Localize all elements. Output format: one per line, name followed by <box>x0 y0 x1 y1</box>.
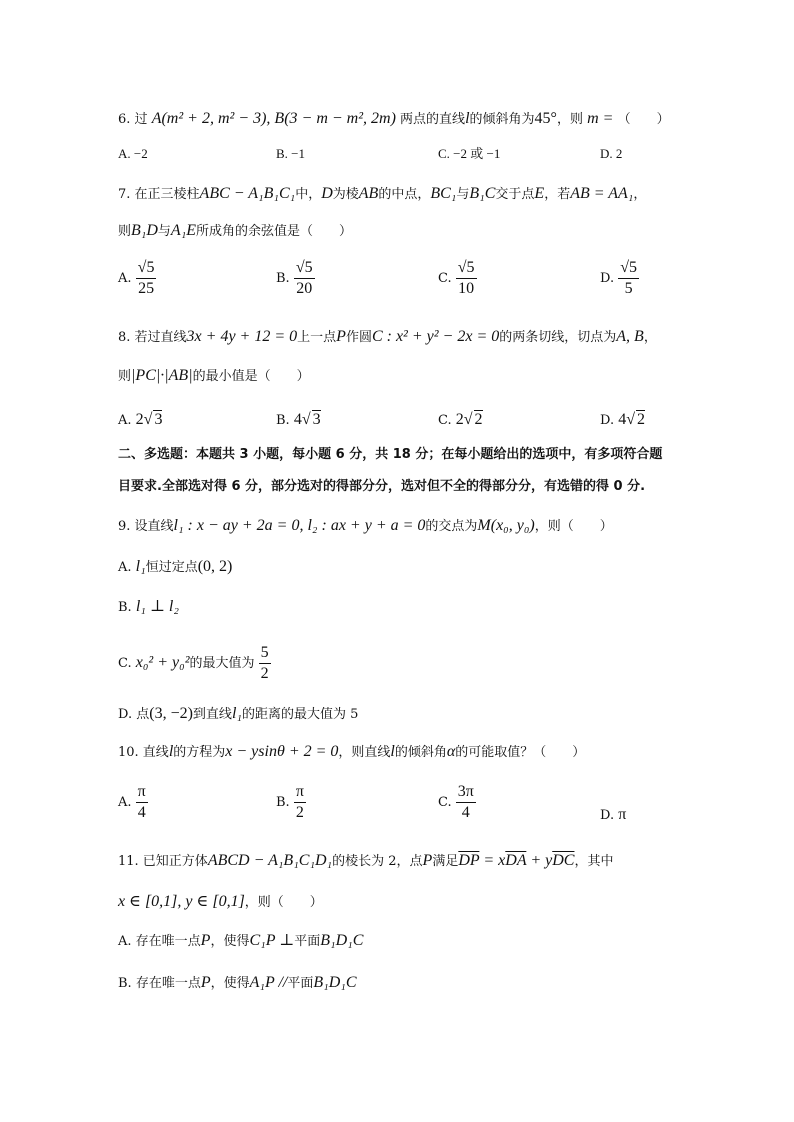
q7-stem-line1: 7. 在正三棱柱ABC − A₁B₁C₁中，D为棱AB的中点，BC₁与B₁C交于点E，若AB = AA₁， <box>118 185 647 202</box>
q8-option-a: A. 2√ 3 <box>118 411 163 428</box>
q9-option-b: B. l₁ ⊥ l₂ <box>118 598 179 615</box>
q7-option-b: B. $\frac{√5}{20}$ <box>276 259 313 297</box>
q7-stem-line2: 则B₁D与A₁E所成角的余弦值是（ ） <box>118 222 353 239</box>
q6-option-d: D. 2 <box>600 146 623 161</box>
q7-option-d: D. $\frac{√5}{5}$ <box>600 259 638 297</box>
q10-option-b: B. $\frac{\pi}{2}$ <box>276 783 304 821</box>
q9-option-d: D. 点(3, −2)到直线l₁的距离的最大值为 5 <box>118 705 359 722</box>
q11-stem-line2: x ∈ [0,1], y ∈ [0,1]，则（ ） <box>118 893 323 910</box>
section2-heading-line2: 目要求.全部选对得 6 分，部分选对的得部分分，选对但不全的得部分分，有选错的得 0 分. <box>118 479 646 494</box>
vector-dc: $\overline{DC}$ <box>552 852 575 869</box>
q7-option-a: A. $\frac{√5}{25}$ <box>118 259 155 297</box>
q7-option-c: C. $\frac{√5}{10}$ <box>438 259 475 297</box>
vector-dp: $\overline{DP}$ <box>458 852 480 869</box>
q10-stem: 10. 直线l的方程为x − ysinθ + 2 = 0，则直线l的倾斜角α的可能取值？（ ） <box>118 743 586 760</box>
vector-da: $\overline{DA}$ <box>505 852 527 869</box>
q8-option-d: D. 4√ 2 <box>600 411 646 428</box>
q9-option-c: C. x₀² + y₀²的最大值为 $\frac{5}{2}$ <box>118 644 269 682</box>
q8-stem-line2: 则|PC|·|AB|的最小值是（ ） <box>118 367 310 384</box>
q8-option-b: B. 4√ 3 <box>276 411 321 428</box>
q10-option-a: A. $\frac{\pi}{4}$ <box>118 783 146 821</box>
q6-option-c: C. −2 或 −1 <box>438 146 501 161</box>
q9-option-a: A. l₁恒过定点(0, 2) <box>118 558 233 575</box>
q9-stem: 9. 设直线l₁ : x − ay + 2a = 0, l₂ : ax + y + a = 0的交点为M(x₀, y₀)，则（ ） <box>118 517 613 534</box>
q11-option-a: A. 存在唯一点P，使得C₁P ⊥平面B₁D₁C <box>118 932 364 949</box>
q8-stem-line1: 8. 若过直线3x + 4y + 12 = 0上一点P作圆C : x² + y² − 2x = 0的两条切线，切点为A, B， <box>118 328 657 345</box>
q11-option-b: B. 存在唯一点P，使得A₁P //平面B₁D₁C <box>118 974 357 991</box>
q6-stem: 6. 过 A(m² + 2, m² − 3), B(3 − m − m², 2m) 两点的直线l的倾斜角为45°，则 m = （ ） <box>118 110 670 127</box>
q8-option-c: C. 2√ 2 <box>438 411 483 428</box>
q10-option-d: D. π <box>600 806 627 823</box>
q10-option-c: C. $\frac{3\pi}{4}$ <box>438 783 474 821</box>
q6-points: A(m² + 2, m² − 3), B(3 − m − m², 2m) <box>151 110 396 127</box>
q6-option-b: B. −1 <box>276 146 306 161</box>
section2-heading-line1: 二、多选题：本题共 3 小题，每小题 6 分，共 18 分；在每小题给出的选项中，有多项符合题 <box>118 447 663 462</box>
q11-stem-line1: 11. 已知正方体ABCD − A₁B₁C₁D₁的棱长为 2，点P满足$\overline{DP} = x\overline{DA} + y\overline{DC}$，其中 <box>118 852 614 869</box>
q6-option-a: A. −2 <box>118 146 148 161</box>
